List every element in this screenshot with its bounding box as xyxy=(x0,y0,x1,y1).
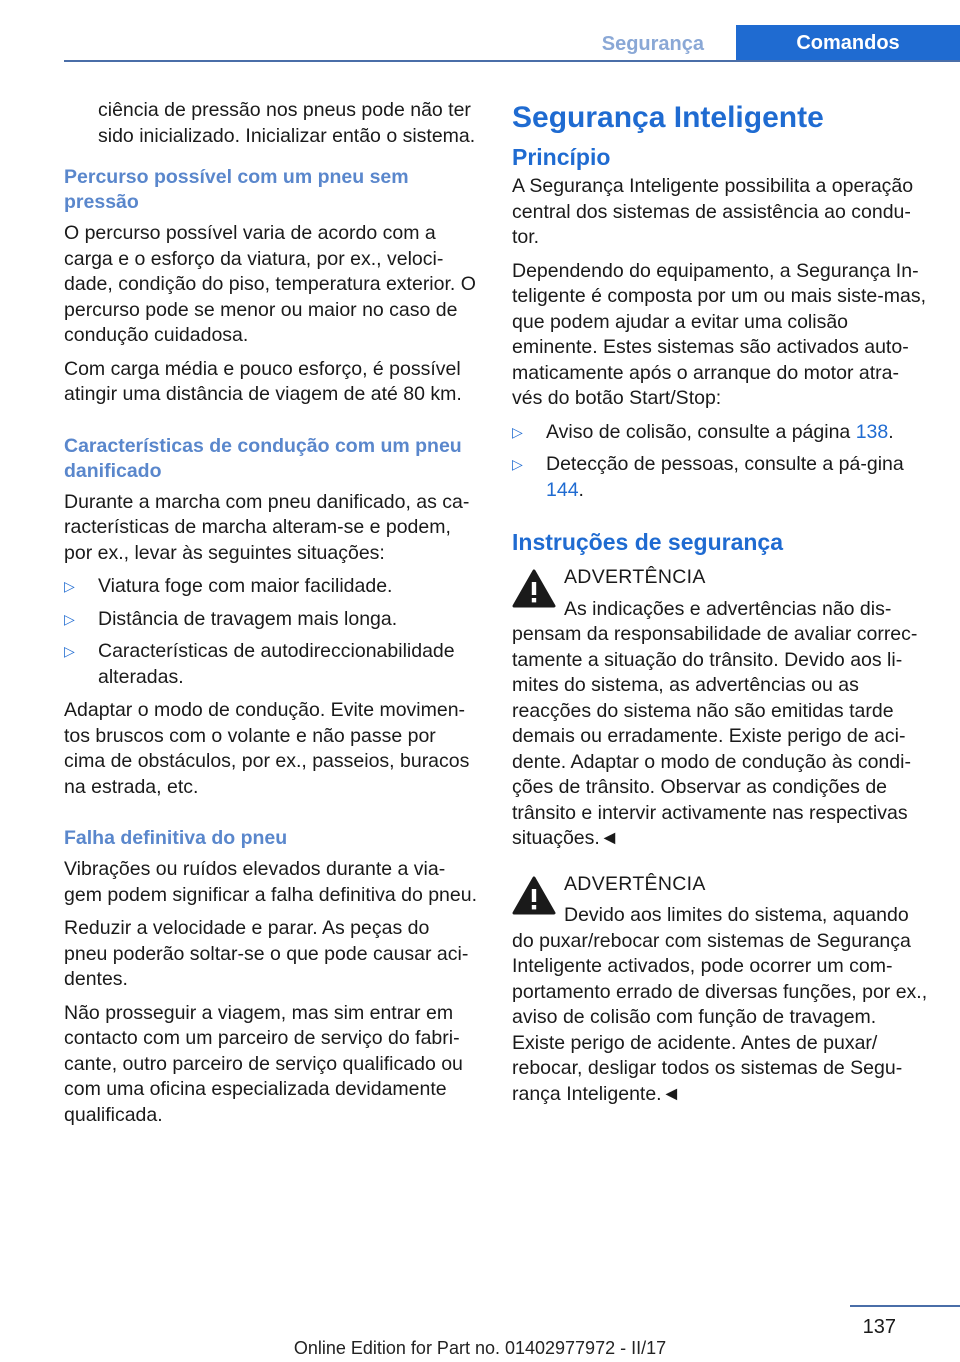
page-number: 137 xyxy=(862,1316,896,1338)
paragraph: A Segurança Inteligente possibilita a operação central dos sistemas de assistência ao condu-tor. xyxy=(512,175,914,248)
warning-triangle-icon xyxy=(512,876,556,916)
list-item: ▷ Detecção de pessoas, consulte a pá-gina 144. xyxy=(512,453,904,501)
list-item: ▷ Distância de travagem mais longa. xyxy=(64,607,478,633)
paragraph: Dependendo do equipamento, a Segurança In-teligente é composta por um ou mais siste-mas, que podem ajudar a evitar uma colisão eminente. Estes sistemas são activados auto-maticamente após o arranque do motor atra-vés do botão Start/Stop: xyxy=(512,259,927,409)
warning-block xyxy=(512,565,928,852)
list-item: ▷ Aviso de colisão, consulte a página 138. xyxy=(512,420,928,446)
paragraph: Durante a marcha com pneu danificado, as ca-racterísticas de marcha alteram-se e podem, por ex., levar às seguintes situações: xyxy=(64,490,470,564)
warning-title: ADVERTÊNCIA xyxy=(564,872,706,895)
warning-block xyxy=(512,872,928,1108)
heading-safety-instructions: Instruções de segurança xyxy=(512,529,783,555)
section-tab: Segurança xyxy=(601,33,704,55)
triangle-bullet-icon: ▷ xyxy=(64,610,75,627)
warning-text: As indicações e advertências não dis- pensam da responsabilidade de avaliar correc-tamente a situação do trânsito. Devido aos li-mites do sistema, as advertências ou as reacções do sistema não são emitidas tarde demais ou erradamente. Existe perigo de aci-dente. Adaptar o modo de condução às condi-ções de trânsito. Observar as condições de trânsito e intervir activamente nas respectivas situações.◄ xyxy=(512,597,918,849)
left-column xyxy=(64,98,478,1136)
list-item: ▷ Características de autodireccionabilidade alteradas. xyxy=(64,640,455,688)
paragraph: Vibrações ou ruídos elevados durante a via-gem podem significar a falha definitiva do pneu. xyxy=(64,858,478,906)
triangle-bullet-icon: ▷ xyxy=(64,578,75,594)
warning-title: ADVERTÊNCIA xyxy=(564,566,706,588)
bullet-list xyxy=(64,574,478,690)
page-header xyxy=(0,0,960,62)
warning-text: Devido aos limites do sistema, aquando do puxar/rebocar com sistemas de Segurança Inteligente activados, pode ocorrer um com-portamento errado de diversas funções, por ex., aviso de colisão com função de travagem. Existe perigo de acidente. Antes de puxar/ rebocar, desligar todos os sistemas de Segu-rança Inteligente.◄ xyxy=(512,904,928,1105)
edition-note: Online Edition for Part no. 01402977972 - II/17 xyxy=(293,1338,667,1358)
page-reference-link[interactable]: 144 xyxy=(546,478,579,501)
heading-driving-characteristics: Características de condução com um pneu danificado xyxy=(64,434,462,482)
list-item: ▷ Viatura foge com maior facilidade. xyxy=(64,574,478,600)
intro-text: ciência de pressão nos pneus pode não ter sido inicializado. Inicializar então o sistema. xyxy=(98,99,476,147)
paragraph: O percurso possível varia de acordo com a carga e o esforço da viatura, por ex., veloci-dade, condição do piso, temperatura exterior. O percurso pode se menor ou maior no caso de condução cuidadosa. xyxy=(64,222,476,346)
warning-triangle-icon xyxy=(512,569,556,609)
footer-rule xyxy=(850,1305,960,1307)
section-title: Segurança Inteligente xyxy=(512,101,824,134)
paragraph: Adaptar o modo de condução. Evite movimen-tos bruscos com o volante e não passe por cima de obstáculos, por ex., passeios, buracos na estrada, etc. xyxy=(64,699,470,798)
triangle-bullet-icon: ▷ xyxy=(512,456,523,472)
paragraph: Reduzir a velocidade e parar. As peças do pneu poderão soltar-se o que pode causar aci-dentes. xyxy=(64,917,469,990)
chapter-tab: Comandos xyxy=(736,25,960,62)
triangle-bullet-icon: ▷ xyxy=(64,643,75,659)
heading-range: Percurso possível com um pneu sem pressão xyxy=(64,166,409,213)
header-rule xyxy=(64,60,960,62)
triangle-bullet-icon: ▷ xyxy=(512,423,523,440)
paragraph: Não prosseguir a viagem, mas sim entrar em contacto com um parceiro de serviço do fabri-cante, outro parceiro de serviço qualificado ou com uma oficina especializada devidamente qualificada. xyxy=(64,1001,463,1126)
heading-tyre-failure: Falha definitiva do pneu xyxy=(64,827,288,849)
bullet-list xyxy=(512,420,928,504)
right-column xyxy=(512,98,928,1115)
heading-principle: Princípio xyxy=(512,144,611,170)
page-reference-link[interactable]: 138 xyxy=(855,420,889,443)
paragraph: Com carga média e pouco esforço, é possível atingir uma distância de viagem de até 80 km. xyxy=(64,357,462,405)
